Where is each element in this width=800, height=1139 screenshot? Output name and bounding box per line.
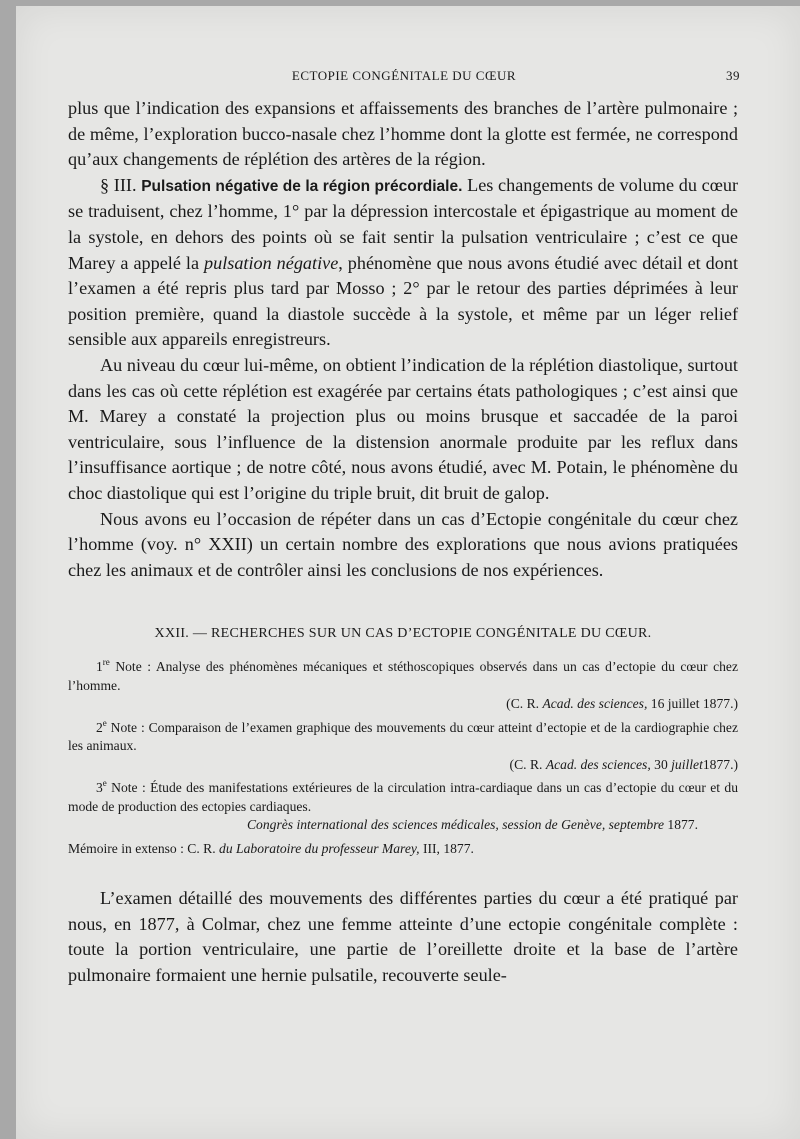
paragraph-section-iii [68,173,738,353]
note-3-number: 3 [96,780,103,796]
paragraph-1: plus que l’indication des expansions et affaissements des branches de l’artère pulmonaire ; de même, l’exploration bucco-nasale chez l’homme dont la glotte est fermée, ne correspond qu’aux changements de réplétion des artères de la région. [68,98,738,170]
book-page [16,6,800,1139]
note-2-citation-line [68,756,738,775]
note-1-body: Note : Analyse des phénomènes mécaniques et stéthoscopiques observés dans un cas d’ectopie du cœur chez l’homme. [68,659,738,693]
paragraph-2-text-b: , phénomène que nous avons étudié avec détail et dont l’examen a été repris plus tard par Mosso ; 2° par le retour des parties déprimées à leur position première, quand la diastole succède à la systole, et même par un léger relief sensible aux appareils enregistreurs. [68,252,739,350]
running-title: ECTOPIE CONGÉNITALE DU CŒUR [291,68,517,83]
note-3-body: Note : Étude des manifestations extérieures de la circulation intra-cardiaque dans un cas d’ectopie du cœur et du mode de production des ectopies cardiaques. [68,780,738,814]
note-1-sup: re [102,657,110,668]
note-1 [68,658,738,714]
note-2-body: Note : Comparaison de l’examen graphique des mouvements du cœur atteint d’ectopie et de la cardiographie chez les animaux. [68,719,738,754]
note-3 [68,779,738,835]
note-1-citation-line [68,695,738,714]
paragraph-4: Nous avons eu l’occasion de répéter dans un cas d’Ectopie congénitale du cœur chez l’homme (voy. n° XXII) un certain nombre des explorations que nous avions pratiquées chez les animaux et de contrôler ainsi les conclusions de nos expériences. [68,508,738,580]
note-3-text [68,779,738,816]
note-2-sup: e [102,717,107,728]
page-number: 39 [726,68,740,83]
note-3-congress-reference: Congrès international des sciences médicales, session de Genève, septembre 1877. [246,817,698,833]
page-content [68,96,738,989]
note-2 [68,719,738,775]
paragraph-2-text-a: Les changements de volume du cœur se traduisent, chez l’homme, 1° par la dépression intercostale et épigastrique au moment de la systole, en dehors des points où se fait sentir la pulsation ventriculaire ; c’est ce que Marey a appelé la [68,174,739,273]
final-paragraph: L’examen détaillé des mouvements des différentes parties du cœur a été pratiqué par nous, en 1877, à Colmar, chez une femme atteinte d’une ectopie congénitale complète : toute la portion ventriculaire, une partie de l’oreillette droite et la base de l’artère pulmonaire formaient une hernie pulsatile, recouverte seule- [68,888,738,986]
note-2-reference: (C. R. Acad. des sciences, 30 juillet1877.) [509,756,738,772]
note-1-number: 1 [96,659,103,675]
paragraph-3: Au niveau du cœur lui-même, on obtient l’indication de la réplétion diastolique, surtout dans les cas où cette réplétion est exagérée par certains états pathologiques ; c’est ainsi que M. Marey a constaté la projection plus ou moins brusque et saccadée de la paroi ventriculaire, sous l’influence de la distension anormale produite par les reflux dans l’insuffisance aortique ; de notre côté, nous avons étudié, avec M. Potain, le phénomène du choc diastolique qui est l’origine du triple bruit, dit bruit de galop. [68,354,738,503]
notes-block [68,658,738,858]
section-iii-heading: Pulsation négative de la région précordiale. [141,177,463,195]
section-xxii-heading: XXII. — RECHERCHES SUR UN CAS D’ECTOPIE CONGÉNITALE DU CŒUR. [154,626,652,642]
note-3-sup: e [102,778,107,789]
note-1-text [68,658,738,695]
note-2-text [68,719,738,756]
note-2-number: 2 [96,719,103,735]
section-number: § III. [100,174,137,195]
memoire-reference: Mémoire in extenso : C. R. du Laboratoire du professeur Marey, III, 1877. [68,840,474,856]
paragraph-2-emphasis: pulsation négative [204,252,339,273]
note-1-reference: (C. R. Acad. des sciences, 16 juillet 1877.) [506,696,738,712]
